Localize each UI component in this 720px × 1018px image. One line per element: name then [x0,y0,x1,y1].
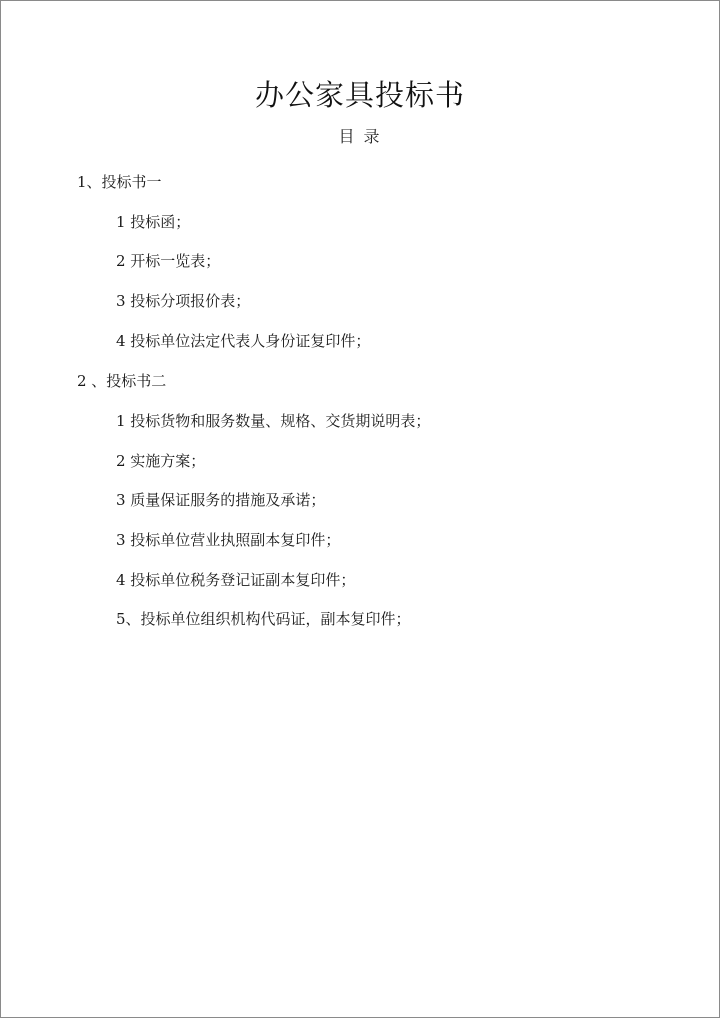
document-title: 办公家具投标书 [254,78,465,112]
toc-item: 1 投标货物和服务数量、规格、交货期说明表； [116,412,431,430]
toc-item: 5、投标单位组织机构代码证，副本复印件； [116,610,411,628]
toc-item: 3 投标单位营业执照副本复印件； [116,531,341,549]
toc-item: 2 实施方案； [116,452,206,470]
toc-item: 2 开标一览表； [116,252,221,270]
toc-section-1: 1、投标书一 [77,173,162,191]
toc-item: 3 投标分项报价表； [116,292,251,310]
toc-item: 1 投标函； [116,213,191,231]
toc-section-2: 2 、投标书二 [77,372,167,390]
toc-item: 4 投标单位税务登记证副本复印件； [116,571,356,589]
toc-item: 3 质量保证服务的措施及承诺； [116,491,326,509]
toc-item: 4 投标单位法定代表人身份证复印件； [116,332,371,350]
toc-heading: 目 录 [338,127,382,146]
